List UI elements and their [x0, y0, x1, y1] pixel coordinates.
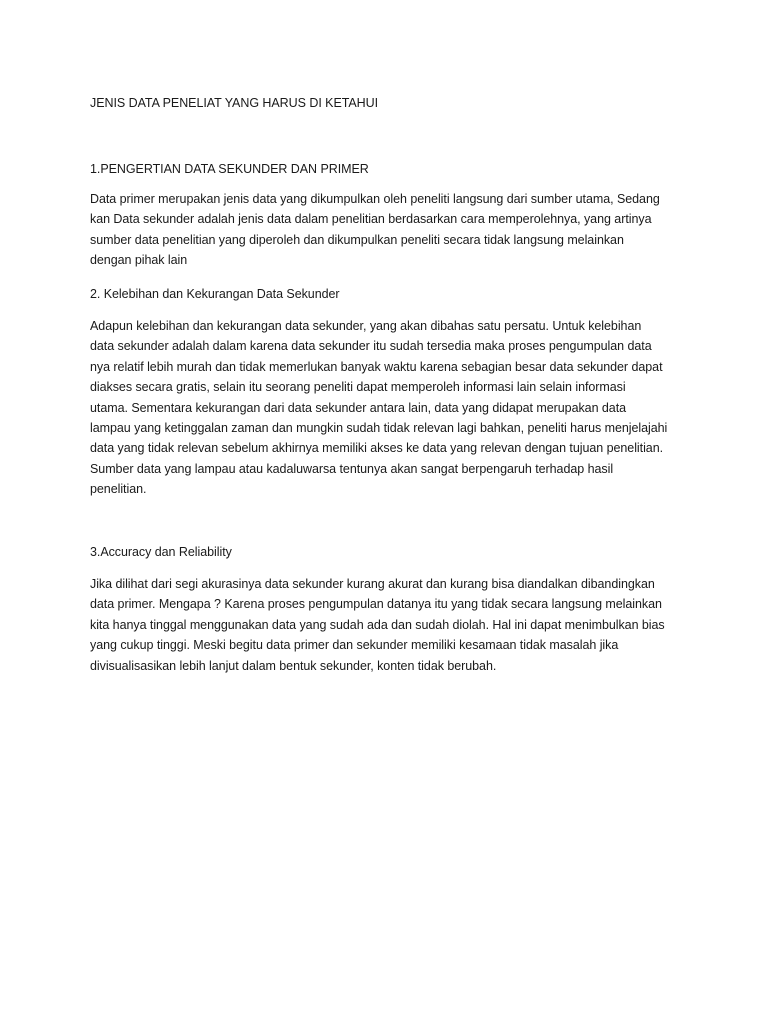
paragraph-line: sumber data penelitian yang diperoleh dan dikumpulkan peneliti secara tidak langsung melainkan	[90, 232, 624, 247]
paragraph-line: Data primer merupakan jenis data yang dikumpulkan oleh peneliti langsung dari sumber utama, Sedang	[90, 192, 660, 206]
paragraph-line: yang cukup tinggi. Meski begitu data primer dan sekunder memiliki kesamaan tidak masalah jika	[90, 638, 619, 653]
section-paragraph-3	[90, 574, 690, 676]
section-heading-1: 1.PENGERTIAN DATA SEKUNDER DAN PRIMER	[90, 162, 369, 176]
paragraph-line: utama. Sementara kekurangan dari data sekunder antara lain, data yang didapat merupakan data	[90, 400, 627, 415]
paragraph-line: Sumber data yang lampau atau kadaluwarsa tentunya akan sangat berpengaruh terhadap hasil	[90, 461, 614, 476]
paragraph-line: diakses secara gratis, selain itu seorang peneliti dapat memperoleh informasi lain selain informasi	[90, 380, 626, 395]
paragraph-line: nya relatif lebih murah dan tidak memerlukan banyak waktu karena sebagian besar data sekunder dapat	[90, 359, 663, 374]
paragraph-line: kita hanya tinggal menggunakan data yang sudah ada dan sudah diolah. Hal ini dapat menimbulkan bias	[90, 617, 665, 632]
document-title: JENIS DATA PENELIAT YANG HARUS DI KETAHUI	[90, 96, 379, 110]
paragraph-line: Jika dilihat dari segi akurasinya data sekunder kurang akurat dan kurang bisa diandalkan dibandingkan	[90, 577, 655, 591]
paragraph-line: lampau yang ketinggalan zaman dan mungkin sudah tidak relevan lagi bahkan, peneliti harus menjelajahi	[90, 421, 668, 436]
section-paragraph-2	[90, 316, 690, 500]
section-paragraph-1	[90, 189, 690, 271]
paragraph-line: data primer. Mengapa ? Karena proses pengumpulan datanya itu yang tidak secara langsung melainkan	[90, 597, 662, 612]
paragraph-line: penelitian.	[90, 482, 147, 497]
paragraph-line: data sekunder adalah dalam karena data sekunder itu sudah tersedia maka proses pengumpulan data	[90, 339, 652, 354]
paragraph-line: kan Data sekunder adalah jenis data dalam penelitian berdasarkan cara memperolehnya, yang artinya	[90, 212, 652, 227]
paragraph-line: dengan pihak lain	[90, 253, 188, 268]
section-heading-2: 2. Kelebihan dan Kekurangan Data Sekunder	[90, 287, 340, 301]
paragraph-line: Adapun kelebihan dan kekurangan data sekunder, yang akan dibahas satu persatu. Untuk kelebihan	[90, 319, 642, 333]
paragraph-line: divisualisasikan lebih lanjut dalam bentuk sekunder, konten tidak berubah.	[90, 658, 497, 673]
paragraph-line: data yang tidak relevan sebelum akhirnya memiliki akses ke data yang relevan dengan tujuan penelitian.	[90, 441, 664, 456]
section-heading-3: 3.Accuracy dan Reliability	[90, 545, 232, 559]
